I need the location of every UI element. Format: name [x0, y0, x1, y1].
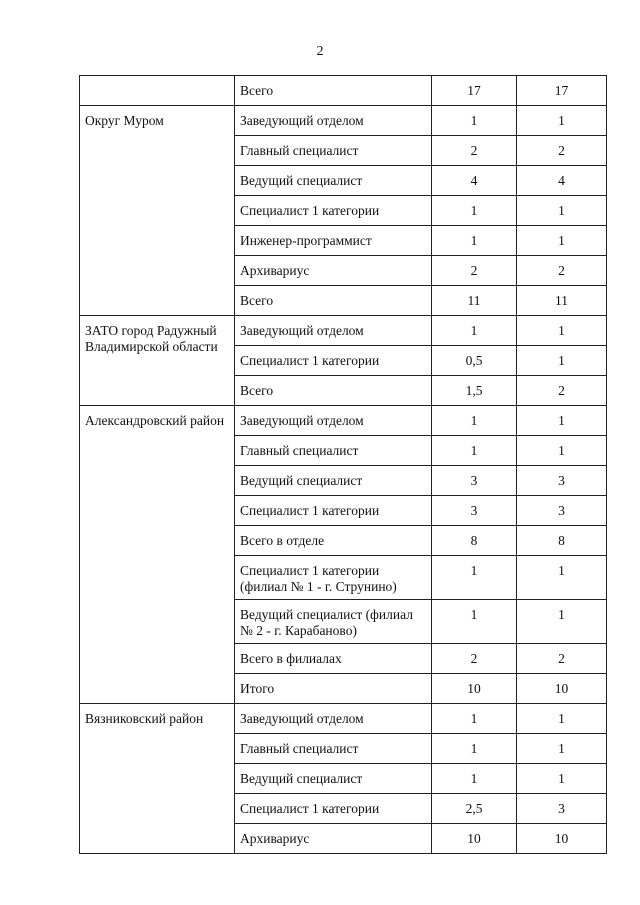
value-cell-1: 1	[432, 556, 517, 600]
position-cell: Специалист 1 категории	[235, 196, 432, 226]
table-row	[80, 76, 607, 106]
staffing-table	[79, 75, 607, 854]
value-cell-2: 8	[517, 526, 607, 556]
value-cell-2: 1	[517, 226, 607, 256]
value-cell-1: 1	[432, 196, 517, 226]
value-cell-1: 1	[432, 316, 517, 346]
district-cell	[80, 76, 235, 106]
value-cell-1: 3	[432, 466, 517, 496]
page-number: 2	[316, 44, 324, 59]
table-row	[80, 106, 607, 136]
value-cell-2: 4	[517, 166, 607, 196]
value-cell-1: 2	[432, 644, 517, 674]
value-cell-1: 8	[432, 526, 517, 556]
position-cell: Архивариус	[235, 824, 432, 854]
value-cell-1: 17	[432, 76, 517, 106]
value-cell-2: 1	[517, 316, 607, 346]
value-cell-2: 10	[517, 674, 607, 704]
value-cell-1: 1	[432, 106, 517, 136]
value-cell-2: 17	[517, 76, 607, 106]
value-cell-2: 3	[517, 794, 607, 824]
value-cell-1: 1	[432, 734, 517, 764]
position-cell: Заведующий отделом	[235, 406, 432, 436]
value-cell-1: 0,5	[432, 346, 517, 376]
value-cell-2: 1	[517, 600, 607, 644]
district-cell: Вязниковский район	[80, 704, 235, 854]
position-cell: Специалист 1 категории	[235, 346, 432, 376]
position-cell: Всего	[235, 286, 432, 316]
value-cell-2: 1	[517, 196, 607, 226]
value-cell-2: 11	[517, 286, 607, 316]
position-cell: Главный специалист	[235, 734, 432, 764]
position-cell: Ведущий специалист	[235, 166, 432, 196]
position-cell: Всего	[235, 76, 432, 106]
value-cell-2: 1	[517, 734, 607, 764]
position-cell: Итого	[235, 674, 432, 704]
value-cell-2: 1	[517, 346, 607, 376]
value-cell-2: 2	[517, 256, 607, 286]
position-cell: Архивариус	[235, 256, 432, 286]
value-cell-2: 1	[517, 556, 607, 600]
position-cell: Главный специалист	[235, 136, 432, 166]
value-cell-2: 1	[517, 406, 607, 436]
value-cell-2: 2	[517, 644, 607, 674]
value-cell-1: 1	[432, 226, 517, 256]
district-cell: ЗАТО город Радужный Владимирской области	[80, 316, 235, 406]
staffing-table-body	[80, 76, 607, 854]
value-cell-1: 2	[432, 136, 517, 166]
value-cell-1: 3	[432, 496, 517, 526]
value-cell-2: 1	[517, 106, 607, 136]
position-cell: Заведующий отделом	[235, 106, 432, 136]
value-cell-1: 1	[432, 704, 517, 734]
value-cell-1: 1,5	[432, 376, 517, 406]
value-cell-2: 10	[517, 824, 607, 854]
position-cell: Ведущий специалист (филиал № 2 - г. Карабаново)	[235, 600, 432, 644]
value-cell-1: 2	[432, 256, 517, 286]
district-cell: Округ Муром	[80, 106, 235, 316]
value-cell-1: 11	[432, 286, 517, 316]
value-cell-1: 1	[432, 764, 517, 794]
value-cell-2: 1	[517, 764, 607, 794]
position-cell: Специалист 1 категории (филиал № 1 - г. Струнино)	[235, 556, 432, 600]
position-cell: Ведущий специалист	[235, 764, 432, 794]
value-cell-2: 3	[517, 466, 607, 496]
district-cell: Александровский район	[80, 406, 235, 704]
value-cell-1: 10	[432, 674, 517, 704]
value-cell-2: 2	[517, 136, 607, 166]
value-cell-1: 1	[432, 436, 517, 466]
position-cell: Всего в филиалах	[235, 644, 432, 674]
value-cell-2: 1	[517, 436, 607, 466]
value-cell-1: 4	[432, 166, 517, 196]
position-cell: Заведующий отделом	[235, 316, 432, 346]
position-cell: Заведующий отделом	[235, 704, 432, 734]
position-cell: Ведущий специалист	[235, 466, 432, 496]
value-cell-2: 2	[517, 376, 607, 406]
table-row	[80, 316, 607, 346]
value-cell-2: 1	[517, 704, 607, 734]
value-cell-1: 2,5	[432, 794, 517, 824]
position-cell: Инженер-программист	[235, 226, 432, 256]
position-cell: Главный специалист	[235, 436, 432, 466]
position-cell: Специалист 1 категории	[235, 496, 432, 526]
table-row	[80, 406, 607, 436]
position-cell: Всего в отделе	[235, 526, 432, 556]
value-cell-1: 1	[432, 600, 517, 644]
value-cell-1: 10	[432, 824, 517, 854]
value-cell-2: 3	[517, 496, 607, 526]
table-row	[80, 704, 607, 734]
value-cell-1: 1	[432, 406, 517, 436]
position-cell: Всего	[235, 376, 432, 406]
position-cell: Специалист 1 категории	[235, 794, 432, 824]
